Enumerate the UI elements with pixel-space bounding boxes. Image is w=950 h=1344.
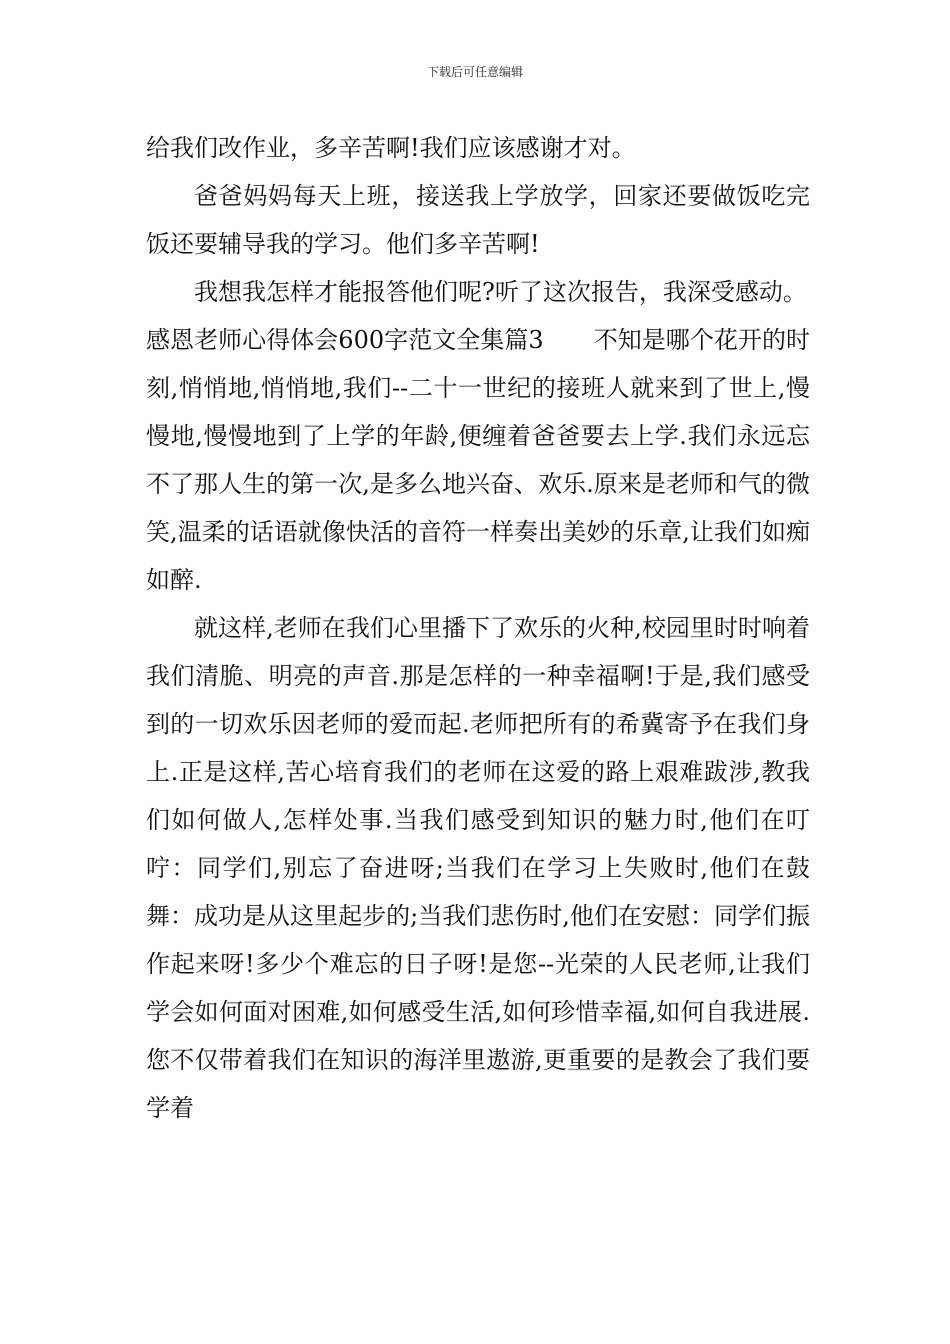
paragraph-5: 就这样,老师在我们心里播下了欢乐的火种,校园里时时响着我们清脆、明亮的声音.那是怎样的一种幸福啊!于是,我们感受到的一切欢乐因老师的爱而起.老师把所有的希冀寄予在我们身上.正是这样,苦心培育我们的老师在这爱的路上艰难跋涉,教我们如何做人,怎样处事.当我们感受到知识的魅力时,他们在叮咛：同学们,别忘了奋进呀;当我们在学习上失败时,他们在鼓舞：成功是从这里起步的;当我们悲伤时,他们在安慰：同学们振作起来呀!多少个难忘的日子呀!是您--光荣的人民老师,让我们学会如何面对困难,如何感受生活,如何珍惜幸福,如何自我进展.您不仅带着我们在知识的海洋里遨游,更重要的是教会了我们要学着 <box>146 614 810 1122</box>
section-title: 感恩老师心得体会600字范文全集篇3 <box>146 326 544 354</box>
document-body <box>146 124 810 1132</box>
paragraph-1: 给我们改作业，多辛苦啊!我们应该感谢才对。 <box>146 134 636 162</box>
paragraph-4-text: 不知是哪个花开的时刻,悄悄地,悄悄地,我们--二十一世纪的接班人就来到了世上,慢慢地,慢慢地到了上学的年龄,便缠着爸爸要去上学.我们永远忘不了那人生的第一次,是多么地兴奋、欢乐.原来是老师和气的微笑,温柔的话语就像快活的音符一样奏出美妙的乐章,让我们如痴如醉. <box>146 326 811 594</box>
page-header-note: 下载后可任意编辑 <box>426 65 523 79</box>
paragraph-4 <box>146 316 810 604</box>
paragraph-3: 我想我怎样才能报答他们呢?听了这次报告，我深受感动。 <box>194 278 807 306</box>
paragraph-2: 爸爸妈妈每天上班，接送我上学放学，回家还要做饭吃完饭还要辅导我的学习。他们多辛苦啊! <box>146 182 810 258</box>
